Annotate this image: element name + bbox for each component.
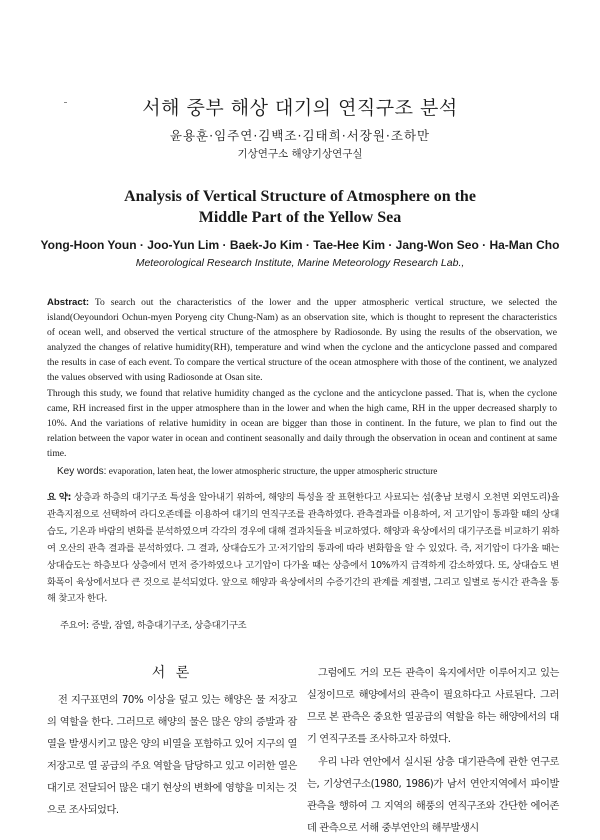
introduction-heading: 서 론 xyxy=(151,665,193,681)
intro-paragraph-right-2: 우리 나라 연안에서 실시된 상층 대기관측에 관한 연구로는, 기상연구소(1980, 1986)가 남서 연안지역에서 파이발 관측을 행하여 그 지역의 해풍의 연직구조와 간단한 에어존데 관측으로 서해 중부연안의 해무발생시 xyxy=(307,757,559,834)
korean-abstract xyxy=(47,490,559,608)
korean-keywords-text: 증발, 잠열, 하층대기구조, 상층대기구조 xyxy=(91,620,247,631)
english-title-line-1: Analysis of Vertical Structure of Atmosphere on the xyxy=(124,188,476,205)
abstract-paragraph-2: Through this study, we found that relative humidity changed as the cyclone and the anticyclone passed. That is, when the cyclone came, RH increased first in the upper atmosphere than in the lower and when the high came, RH in the upper decreased sharply to 10%. And the variations of relative humidity in ocean are bigger than those in continent. In the future, we plan to find out the relation between the vapor water in ocean and continent seasonally and daily through the observation in ocean and continent at same time. xyxy=(47,387,557,459)
body-column-right xyxy=(307,663,559,840)
korean-abstract-text: 상층과 하층의 대기구조 특성을 알아내기 위하여, 해양의 특성을 잘 표현한다고 사료되는 섬(충남 보령시 오천면 외연도리)을 관측지점으로 선택하여 라디오존데를 이용하여 대기의 연직구조를 관측하였다. 관측결과를 이용하여, 저 고기압이 통과할 때의 상대습도, 기온과 바람의 변화를 분석하였으며 각각의 경우에 대해 결과치들을 비교하였다. 해양과 육상에서의 대기구조를 비교하기 위하여 오산의 관측 결과를 분석하였다. 그 결과, 상대습도가 고·저기압의 통과에 따라 변화함을 알 수 있었다. 즉, 저기압이 다가올 때는 상대습도는 하층보다 상층에서 먼저 증가하였으나 고기압이 다가올 때는 상층에서 10%까지 급격하게 감소하였다. 또, 상대습도 변화폭이 육상에서보다 큰 것으로 분석되었다. 앞으로 해양과 육상에서의 수증기간의 관계를 계절별, 그리고 일별로 동시간 관측을 통해 찾고자 한다. xyxy=(47,492,560,605)
intro-paragraph-left: 전 지구표면의 70% 이상을 덮고 있는 해양은 물 저장고의 역할을 한다. 그러므로 해양의 물은 많은 양의 증발과 잠열을 발생시키고 많은 양의 비열을 포함하고 있어 지구의 열 저장고로 열 공급의 주요 역할을 담당하고 있고 이러한 열은 대기로 전달되어 많은 대기 현상의 변화에 영향을 미치는 것으로 조사되었다. xyxy=(47,695,297,816)
abstract-label: Abstract: xyxy=(47,297,90,308)
english-authors: Yong-Hoon Youn · Joo-Yun Lim · Baek-Jo Kim · Tae-Hee Kim · Jang-Won Seo · Ha-Man Cho xyxy=(40,238,560,252)
korean-affiliation: 기상연구소 해양기상연구실 xyxy=(237,148,363,160)
intro-paragraph-right-1: 그럼에도 거의 모든 관측이 육지에서만 이루어지고 있는 실정이므로 해양에서의 관측이 필요하다고 사료된다. 그러므로 본 관측은 중요한 열공급의 역할을 하는 해양에서의 대기 연직구조를 조사하고자 하였다. xyxy=(307,668,559,745)
english-title xyxy=(0,186,600,228)
korean-keywords xyxy=(60,617,560,631)
body-column-left xyxy=(47,690,297,822)
keywords-label: Key words: xyxy=(57,466,107,477)
abstract-paragraph-1 xyxy=(47,295,557,386)
korean-authors: 윤용훈·임주연·김백조·김태희·서장원·조하만 xyxy=(169,128,431,143)
korean-abstract-label: 요 약: xyxy=(47,492,72,503)
keywords-text: evaporation, laten heat, the lower atmospheric structure, the upper atmospheric structure xyxy=(108,467,438,477)
english-abstract xyxy=(47,295,557,461)
english-title-line-2: Middle Part of the Yellow Sea xyxy=(198,209,402,226)
english-affiliation: Meteorological Research Institute, Marine Meteorology Research Lab., xyxy=(135,257,465,269)
abstract-text-1: To search out the characteristics of the lower and the upper atmospheric vertical structure, we selected the island(Oeyoundori Ochun-myen Poryeng city Chung-Nam) as an observation site, which is thought to represent the characteristics of ocean well, and observed the vertical structure of the atmosphere by Radiosonde. By using the results of the observation, we analyzed the changes of relative humidity(RH), temperature and wind when the cyclone and the anticyclone passed and compared the results in case of each event. To compare the vertical structure of the ocean atmosphere with those of the continent, we analyzed the values observed with using Radiosonde at Osan site. xyxy=(47,297,557,384)
korean-keywords-label: 주요어: xyxy=(60,620,89,631)
korean-title: 서해 중부 해상 대기의 연직구조 분석 xyxy=(142,97,458,119)
english-keywords xyxy=(47,466,557,477)
